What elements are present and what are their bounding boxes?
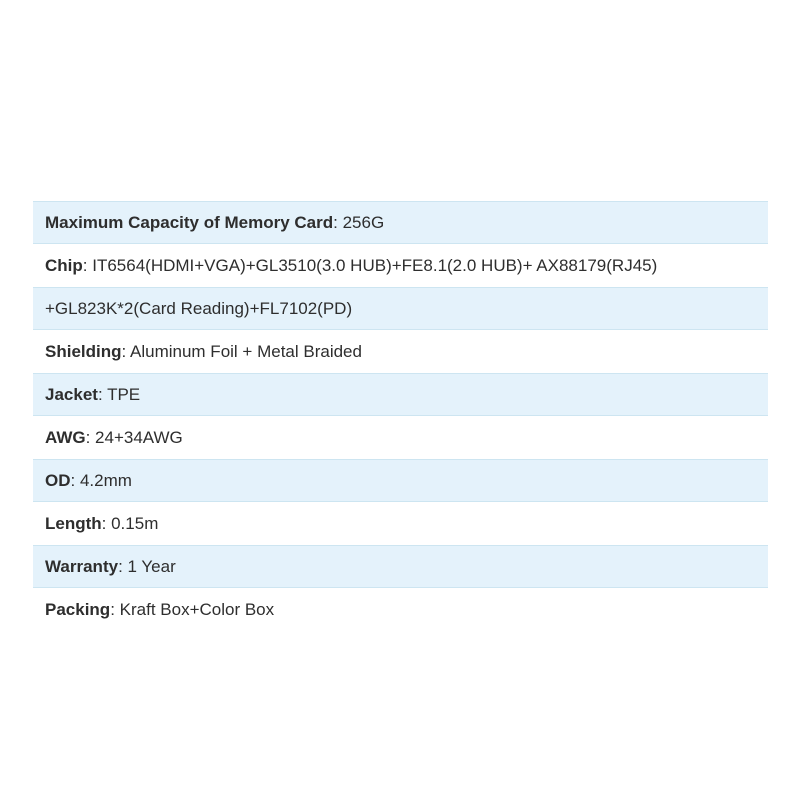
spec-row-value: : 24+34AWG (85, 427, 183, 447)
spec-row (33, 201, 768, 244)
spec-row-label: OD (45, 470, 71, 490)
spec-row-label: Length (45, 513, 102, 533)
spec-row (33, 287, 768, 330)
spec-row-label: Chip (45, 255, 83, 275)
spec-row (33, 588, 768, 631)
spec-row-value: +GL823K*2(Card Reading)+FL7102(PD) (45, 298, 353, 318)
spec-row (33, 373, 768, 416)
spec-row-value: : 0.15m (101, 513, 159, 533)
spec-row (33, 459, 768, 502)
spec-row-label: Packing (45, 599, 111, 619)
spec-row (33, 330, 768, 373)
spec-row-label: Shielding (45, 341, 122, 361)
spec-row-value: : Kraft Box+Color Box (110, 599, 275, 619)
spec-row (33, 545, 768, 588)
spec-row (33, 502, 768, 545)
spec-row-value: : 4.2mm (70, 470, 132, 490)
spec-row-value: : IT6564(HDMI+VGA)+GL3510(3.0 HUB)+FE8.1(2.0 HUB)+ AX88179(RJ45) (82, 255, 658, 275)
spec-row-value: : 1 Year (118, 556, 176, 576)
spec-row-value: : Aluminum Foil + Metal Braided (121, 341, 362, 361)
spec-row-label: Jacket (45, 384, 98, 404)
spec-row-label: AWG (45, 427, 86, 447)
spec-row-value: : 256G (333, 212, 385, 232)
spec-row-label: Maximum Capacity of Memory Card (45, 212, 334, 232)
spec-table (33, 201, 768, 631)
spec-row (33, 244, 768, 287)
spec-row-value: : TPE (97, 384, 141, 404)
spec-row (33, 416, 768, 459)
spec-row-label: Warranty (45, 556, 119, 576)
